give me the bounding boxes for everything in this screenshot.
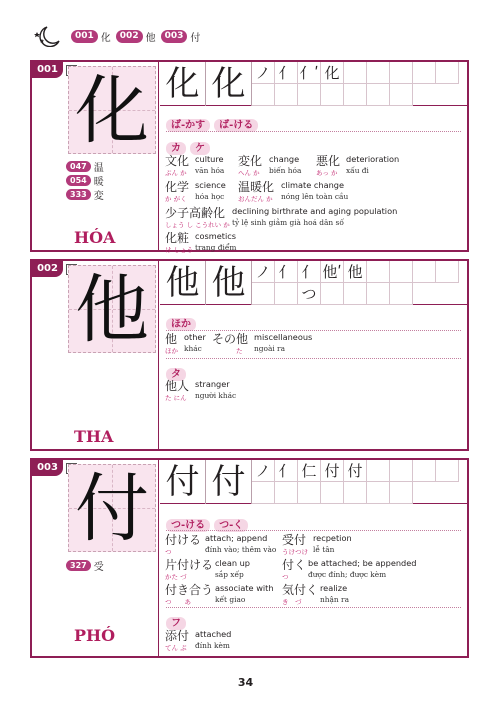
vocab-furigana: ほか xyxy=(165,347,178,355)
sino-vietnamese-reading: PHÓ xyxy=(74,626,116,645)
vocab-vietnamese: kết giao xyxy=(215,595,246,604)
stroke-step: 他 xyxy=(344,261,367,283)
related-char: 受 xyxy=(93,562,104,573)
vocab-vietnamese: nhận ra xyxy=(320,595,349,604)
entry-index: 002 xyxy=(32,261,63,277)
stroke-step xyxy=(367,62,390,84)
vocab-meaning: science xyxy=(195,180,226,190)
related-number: 333 xyxy=(66,189,91,200)
header-item xyxy=(71,29,111,44)
vocab-furigana: てん ぷ xyxy=(165,644,187,652)
vocab-furigana: つ あ xyxy=(165,598,191,606)
vocab-word: 付き合う xyxy=(165,583,214,597)
vocab-furigana: ぶん か xyxy=(165,169,187,177)
on-reading: タ xyxy=(166,368,186,381)
stroke-step xyxy=(321,283,344,305)
vocab-item xyxy=(165,152,189,177)
stroke-step xyxy=(367,482,390,504)
vocab-vietnamese: người khác xyxy=(195,391,237,400)
related-kanji xyxy=(66,559,104,572)
stroke-step: ノ xyxy=(252,261,275,283)
stroke-order-row xyxy=(160,261,467,305)
vocab-vietnamese: khác xyxy=(184,344,202,353)
vocab-word: その他 xyxy=(212,332,249,346)
stroke-step xyxy=(436,261,459,283)
related-kanji xyxy=(66,174,104,187)
vocab-vietnamese: hóa học xyxy=(195,192,225,201)
on-readings xyxy=(166,136,461,155)
vocab-furigana: おんだん か xyxy=(238,195,273,203)
on-reading: カ xyxy=(166,142,186,155)
vocab-meaning: recpetion xyxy=(313,533,352,543)
header-number-badge: 001 xyxy=(71,30,98,43)
stroke-step xyxy=(436,62,459,84)
vocab-word: 付ける xyxy=(165,533,202,547)
vocab-word: 化学 xyxy=(165,180,190,194)
stroke-step xyxy=(298,84,321,106)
stroke-steps xyxy=(252,62,467,106)
vocab-item xyxy=(165,178,189,203)
vocab-furigana: き づ xyxy=(282,598,302,606)
vocab-item xyxy=(165,377,189,402)
vocab-furigana: へん か xyxy=(238,169,260,177)
stroke-step: ノ xyxy=(252,62,275,84)
vocab-item xyxy=(165,581,213,606)
vocab-vietnamese: sắp xếp xyxy=(215,570,244,579)
vocab-word: 他人 xyxy=(165,379,190,393)
vocab-item xyxy=(238,178,274,203)
stroke-step: ノ xyxy=(252,460,275,482)
stroke-step xyxy=(344,283,367,305)
stroke-step xyxy=(413,261,436,283)
related-char: 暖 xyxy=(93,177,104,188)
stroke-step xyxy=(390,460,413,482)
vocab-word: 受付 xyxy=(282,533,307,547)
vocab-item xyxy=(282,531,308,556)
vocab-vietnamese: nóng lên toàn cầu xyxy=(281,192,349,201)
kun-readings xyxy=(166,312,461,331)
kanji-panel xyxy=(32,261,158,449)
vocab-word: 文化 xyxy=(165,154,190,168)
vocab-word: 温暖化 xyxy=(238,180,275,194)
header-number-badge: 002 xyxy=(116,30,143,43)
stroke-step: 化 xyxy=(321,62,344,84)
stroke-large: 他 xyxy=(160,261,206,305)
stroke-step xyxy=(252,482,275,504)
kun-reading: ば-かす xyxy=(166,119,210,132)
on-reading: ケ xyxy=(190,142,210,155)
related-number: 327 xyxy=(66,560,91,571)
vocab-furigana: つ xyxy=(282,573,289,581)
stroke-step: 亻つ xyxy=(298,261,321,283)
main-kanji: 化 xyxy=(75,68,149,154)
related-kanji xyxy=(66,160,104,173)
stroke-step: 亻 xyxy=(275,62,298,84)
kanji-display xyxy=(68,265,156,353)
vocab-item xyxy=(165,556,213,581)
vocab-meaning: cosmetics xyxy=(195,231,237,241)
vocab-meaning: deterioration xyxy=(346,154,400,164)
vocab-meaning: realize xyxy=(320,583,348,593)
vocab-furigana: た にん xyxy=(165,394,187,402)
vocab-word: 少子高齢化 xyxy=(165,206,226,220)
kanji-entry-001 xyxy=(30,60,469,252)
vocab-furigana: つ xyxy=(165,548,172,556)
kanji-display xyxy=(68,464,156,552)
vocab-vietnamese: ngoài ra xyxy=(254,344,285,353)
vocab-meaning: stranger xyxy=(195,379,230,389)
vocab-item xyxy=(165,531,201,556)
stroke-step: 仁 xyxy=(298,460,321,482)
stroke-step xyxy=(298,482,321,504)
stroke-step xyxy=(413,460,436,482)
related-number: 054 xyxy=(66,175,91,186)
vocab-meaning: culture xyxy=(195,154,224,164)
stroke-step xyxy=(436,460,459,482)
stroke-steps xyxy=(252,460,467,504)
kanji-entry-003 xyxy=(30,458,469,658)
header-item xyxy=(116,29,156,44)
related-char: 温 xyxy=(93,163,104,174)
stroke-step xyxy=(413,62,436,84)
vocab-meaning: climate change xyxy=(281,180,345,190)
vocab-meaning: be attached; be appended xyxy=(308,558,417,568)
stroke-step xyxy=(321,482,344,504)
entry-index: 003 xyxy=(32,460,63,476)
stroke-step xyxy=(298,283,321,305)
vocab-meaning: change xyxy=(269,154,300,164)
stroke-step xyxy=(367,84,390,106)
vocab-meaning: attach; append xyxy=(205,533,268,543)
stroke-step xyxy=(344,84,367,106)
vocab-meaning: declining birthrate and aging population xyxy=(232,206,398,216)
vocab-word: 添付 xyxy=(165,629,190,643)
vocab-word: 片付ける xyxy=(165,558,214,572)
vocab-vietnamese: đính vào; thêm vào xyxy=(205,545,277,554)
stroke-step: 付 xyxy=(321,460,344,482)
stroke-large: 付 xyxy=(160,460,206,504)
moon-stars-icon xyxy=(33,25,63,47)
vocab-item xyxy=(212,330,248,355)
vocab-word: 悪化 xyxy=(316,154,341,168)
stroke-steps xyxy=(252,261,467,305)
vocab-vietnamese: văn hóa xyxy=(195,166,225,175)
stroke-step xyxy=(390,283,413,305)
stroke-step: 亻 xyxy=(275,460,298,482)
vocab-meaning: other xyxy=(184,332,206,342)
kanji-panel xyxy=(32,62,158,250)
header-kanji: 付 xyxy=(190,32,201,44)
vocab-word: 付く xyxy=(282,558,307,572)
on-readings xyxy=(166,611,461,630)
header-number-badge: 003 xyxy=(161,30,188,43)
page-header xyxy=(33,26,205,46)
stroke-large: 化 xyxy=(206,62,252,106)
vocab-vietnamese: trang điểm xyxy=(195,243,237,252)
vocab-word: 変化 xyxy=(238,154,263,168)
vocab-furigana: た xyxy=(236,347,243,355)
stroke-step xyxy=(367,283,390,305)
entry-index: 001 xyxy=(32,62,63,78)
stroke-order-row xyxy=(160,460,467,504)
stroke-step xyxy=(252,84,275,106)
stroke-step: 亻 xyxy=(275,261,298,283)
header-kanji: 化 xyxy=(100,32,111,44)
vocab-item xyxy=(165,229,193,254)
vocab-vietnamese: biến hóa xyxy=(269,166,302,175)
stroke-step: 付 xyxy=(344,460,367,482)
vocab-item xyxy=(316,152,340,177)
kanji-entry-002 xyxy=(30,259,469,451)
vocab-furigana: か がく xyxy=(165,195,187,203)
sino-vietnamese-reading: HÓA xyxy=(74,228,116,247)
kanji-display xyxy=(68,66,156,154)
vocab-vietnamese: xấu đi xyxy=(346,166,369,175)
kun-reading: ば-ける xyxy=(214,119,258,132)
vocab-vietnamese: tỷ lệ sinh giảm già hoá dân số xyxy=(232,218,344,227)
vocab-meaning: associate with xyxy=(215,583,274,593)
stroke-step xyxy=(275,84,298,106)
stroke-large: 付 xyxy=(206,460,252,504)
stroke-step xyxy=(344,62,367,84)
stroke-step xyxy=(275,283,298,305)
vocab-item xyxy=(238,152,262,177)
stroke-step xyxy=(275,482,298,504)
vocab-word: 気付く xyxy=(282,583,319,597)
stroke-step xyxy=(390,62,413,84)
vocab-vietnamese: đính kèm xyxy=(195,641,230,650)
stroke-step: 他ʹ xyxy=(321,261,344,283)
kanji-panel xyxy=(32,460,158,656)
vocab-vietnamese: được đính; được kèm xyxy=(308,570,387,579)
stroke-step xyxy=(390,261,413,283)
vocab-word: 他 xyxy=(165,332,178,346)
main-kanji: 他 xyxy=(75,267,149,353)
stroke-step xyxy=(367,261,390,283)
related-kanji xyxy=(66,188,104,201)
vocab-furigana: あっ か xyxy=(316,169,338,177)
stroke-step xyxy=(252,283,275,305)
kun-reading: ほか xyxy=(166,318,196,331)
related-kanji-list xyxy=(66,160,104,202)
vocab-meaning: miscellaneous xyxy=(254,332,313,342)
vocab-furigana: うけつけ xyxy=(282,548,308,556)
stroke-step: 亻ʹ xyxy=(298,62,321,84)
stroke-step xyxy=(367,460,390,482)
stroke-order-row xyxy=(160,62,467,106)
related-char: 変 xyxy=(93,191,104,202)
vocab-item xyxy=(282,556,306,581)
stroke-large: 化 xyxy=(160,62,206,106)
vocab-furigana: かた づ xyxy=(165,573,187,581)
related-number: 047 xyxy=(66,161,91,172)
vocab-meaning: attached xyxy=(195,629,232,639)
kun-reading: つ-く xyxy=(214,519,248,532)
stroke-step xyxy=(390,482,413,504)
vocab-item xyxy=(282,581,318,606)
vocab-furigana: け しょう xyxy=(165,246,194,254)
stroke-large: 他 xyxy=(206,261,252,305)
kun-reading: つ-ける xyxy=(166,519,210,532)
vocab-meaning: clean up xyxy=(215,558,251,568)
kun-readings xyxy=(166,113,461,132)
header-kanji: 他 xyxy=(145,32,156,44)
on-reading: フ xyxy=(166,617,186,630)
header-item xyxy=(161,29,201,44)
vocab-furigana: しょう し こうれい か xyxy=(165,221,230,229)
page-number: 34 xyxy=(237,676,254,689)
stroke-step xyxy=(344,482,367,504)
main-kanji: 付 xyxy=(75,466,149,552)
vocab-item xyxy=(165,627,189,652)
related-kanji-list xyxy=(66,559,104,573)
vocab-vietnamese: lễ tân xyxy=(313,545,335,554)
vocab-item xyxy=(165,330,178,355)
vocab-item xyxy=(165,204,230,229)
sino-vietnamese-reading: THA xyxy=(74,427,114,446)
vocab-word: 化粧 xyxy=(165,231,190,245)
stroke-step xyxy=(390,84,413,106)
stroke-step xyxy=(321,84,344,106)
